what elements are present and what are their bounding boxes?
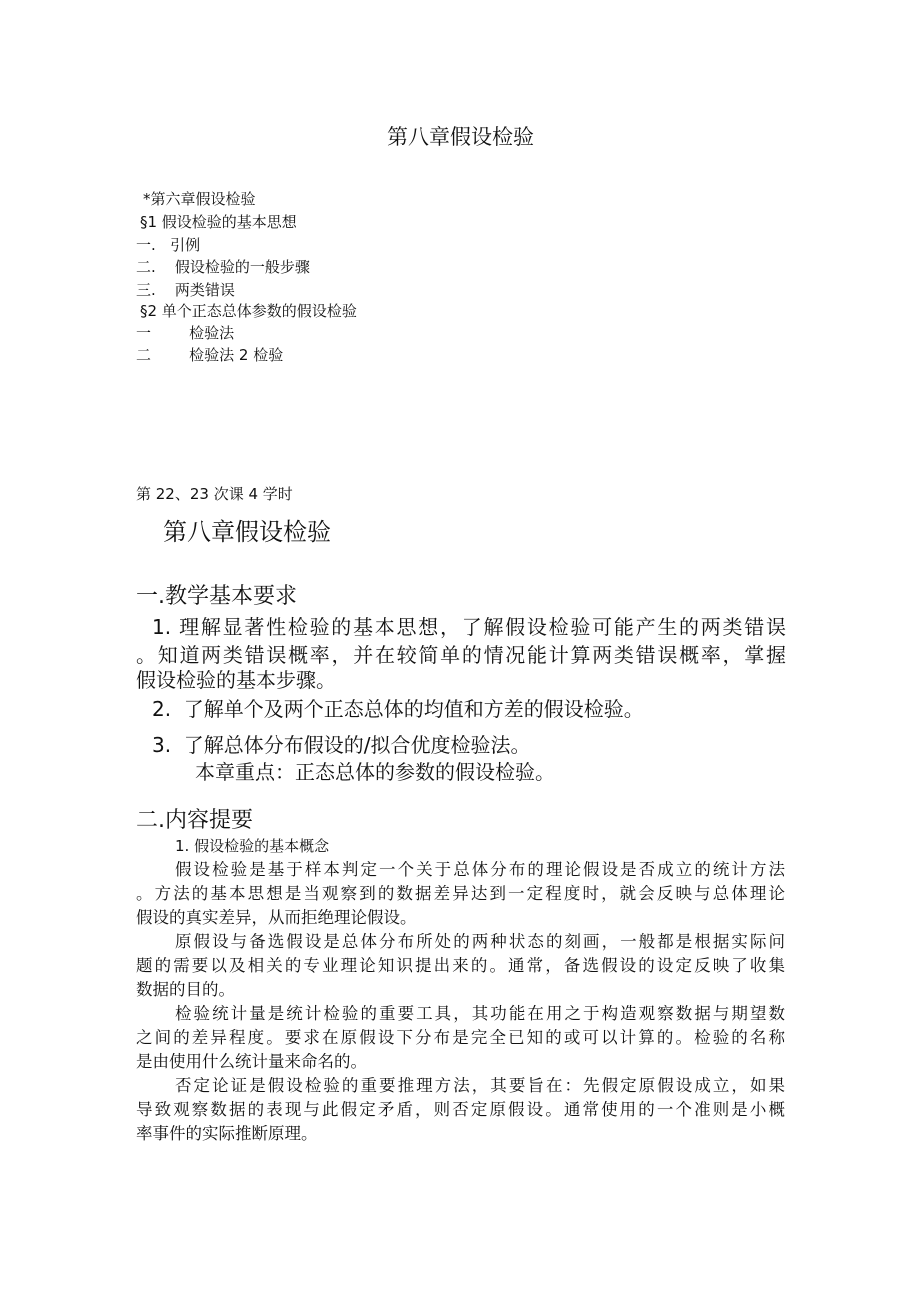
subheading: 1. 假设检验的基本概念: [175, 837, 330, 855]
toc-item: 二. 假设检验的一般步骤: [136, 258, 310, 276]
paragraph-line: 假设的真实差异，从而拒绝理论假设。: [136, 908, 417, 927]
key-point: 本章重点：正态总体的参数的假设检验。: [195, 760, 555, 784]
toc-item: 一 检验法: [136, 324, 235, 342]
requirement-line: 。知道两类错误概率，并在较简单的情况能计算两类错误概率，掌握: [136, 643, 786, 667]
toc-item: *第六章假设检验: [143, 190, 256, 208]
toc-item: 二 检验法 2 检验: [136, 346, 284, 364]
requirement-line: 假设检验的基本步骤。: [136, 668, 336, 692]
paragraph-line: 是由使用什么统计量来命名的。: [136, 1052, 367, 1071]
paragraph-line: 假设检验是基于样本判定一个关于总体分布的理论假设是否成立的统计方法: [175, 860, 785, 879]
paragraph-line: 。方法的基本思想是当观察到的数据差异达到一定程度时，就会反映与总体理论: [136, 884, 785, 903]
toc-item: §2 单个正态总体参数的假设检验: [140, 302, 357, 320]
section-heading: 一.教学基本要求: [136, 584, 297, 609]
requirement-line: 1. 理解显著性检验的基本思想，了解假设检验可能产生的两类错误: [152, 615, 786, 639]
paragraph-line: 导致观察数据的表现与此假定矛盾，则否定原假设。通常使用的一个准则是小概: [136, 1100, 785, 1119]
paragraph-line: 检验统计量是统计检验的重要工具，其功能在用之于构造观察数据与期望数: [175, 1004, 785, 1023]
lesson-info: 第 22、23 次课 4 学时: [136, 485, 293, 503]
paragraph-line: 之间的差异程度。要求在原假设下分布是完全已知的或可以计算的。检验的名称: [136, 1028, 785, 1047]
requirement-line: 2. 了解单个及两个正态总体的均值和方差的假设检验。: [152, 697, 644, 721]
paragraph-line: 率事件的实际推断原理。: [136, 1124, 318, 1143]
toc-item: §1 假设检验的基本思想: [140, 213, 297, 231]
paragraph-line: 否定论证是假设检验的重要推理方法，其要旨在：先假定原假设成立，如果: [175, 1076, 785, 1095]
requirement-line: 3. 了解总体分布假设的/拟合优度检验法。: [152, 733, 531, 757]
chapter-title: 第八章假设检验: [163, 518, 331, 546]
toc-item: 一. 引例: [136, 236, 201, 254]
paragraph-line: 题的需要以及相关的专业理论知识提出来的。通常，备选假设的设定反映了收集: [136, 956, 785, 975]
paragraph-line: 数据的目的。: [136, 980, 235, 999]
section-heading: 二.内容提要: [136, 808, 253, 833]
page-title: 第八章假设检验: [387, 125, 534, 149]
paragraph-line: 原假设与备选假设是总体分布所处的两种状态的刻画，一般都是根据实际问: [175, 932, 785, 951]
toc-item: 三. 两类错误: [136, 281, 235, 299]
